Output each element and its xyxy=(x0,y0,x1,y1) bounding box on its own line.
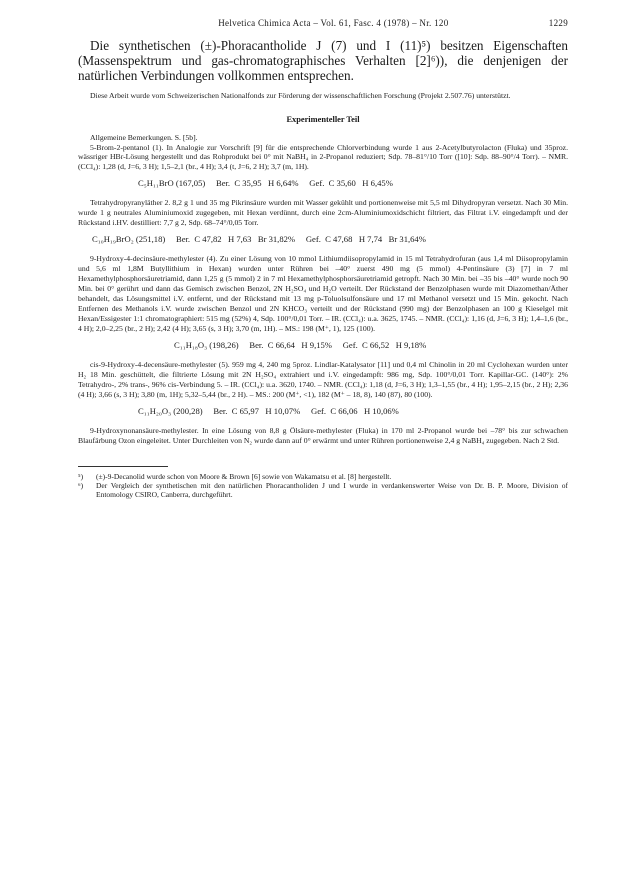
paragraph-hydroxynonanoate: 9-Hydroxynonansäure-methylester. In eine Lösung von 8,8 g Ölsäure-methylester (Fluka) in 170 ml 2-Propanol wurde bei –78° bis zur schwachen Blaufärbung Ozon eingeleitet. Unter Durchleiten von N₂ wurde dann auf 0° erwärmt und unter Rühren portionenweise 2,4 g NaBH₄ zugegeben. Nach 2 Std. xyxy=(78,425,568,445)
footnote-divider xyxy=(78,466,168,467)
intro-paragraph: Die synthetischen (±)-Phoracantholide J (7) und I (11)⁵) besitzen Eigenschaften (Massenspektrum und gas-chromatographisches Verhalten [2]⁶)), die denjenigen der natürlichen Verbindungen vollkommen entsprechen. xyxy=(78,38,568,84)
journal-running-title: Helvetica Chimica Acta – Vol. 61, Fasc. 4 (1978) – Nr. 120 xyxy=(218,18,449,28)
footnote-mark: ⁶) xyxy=(78,480,84,490)
acknowledgement-paragraph: Diese Arbeit wurde vom Schweizerischen Nationalfonds zur Förderung der wissenschaftlichen Forschung (Projekt 2.507.76) unterstützt. xyxy=(90,90,511,100)
footnote-5 xyxy=(78,472,568,481)
footnote-text: (±)-9-Decanolid wurde schon von Moore & Brown [6] sowie von Wakamatsu et al. [8] hergestellt. xyxy=(96,471,392,481)
formula-compound-4: C₁₁H₁₈O₃ (198,26) Ber. C 66,64 H 9,15% Gef. C 66,52 H 9,18% xyxy=(174,339,427,350)
paragraph-compound-1: 5-Brom-2-pentanol (1). In Analogie zur Vorschrift [9] für die entsprechende Chlorverbindung wurde 1 aus 2-Acetylbutyrolacton (Fluka) und 35proz. wässriger HBr-Lösung hergestellt und das Rohprodukt bei 0° mit NaBH₄ in 2-Propanol reduziert; Sdp. 78–81°/10 Torr ([10]: Sdp. 88–90°/4 Torr). – NMR. (CCl₄): 1,28 (d, J=6, 3 H); 1,5–2,1 (br., 4 H); 3,4 (t, J=6, 2 H); 3,7 (m, 1H). xyxy=(78,142,568,172)
footnote-text: Der Vergleich der synthetischen mit den natürlichen Phoracantholiden J und I wurde in verdankenswerter Weise von Dr. B. P. Moore, Division of Entomology CSIRO, Canberra, durchgeführt. xyxy=(96,480,568,500)
footnote-mark: ⁵) xyxy=(78,471,84,481)
section-title: Experimenteller Teil xyxy=(286,114,360,124)
paragraph-compound-5: cis-9-Hydroxy-4-decensäure-methylester (5). 959 mg 4, 240 mg 5proz. Lindlar-Katalysator [11] und 0,4 ml Chinolin in 20 ml Cyclohexan wurden unter H₂ 18 Min. geschüttelt, die filtrierte Lösung mit 2N H₂SO₄ extrahiert und i.V. eingedampft: 986 mg, Sdp. 100°/0,01 Torr. Kapillar-GC. (140°): 2% Tetrahydro-, 2% trans-, 96% cis-Verbindung 5. – IR. (CCl₄): u.a. 3620, 1740. – NMR. (CCl₄): 1,18 (d, J=6, 3 H); 1,3–1,55 (br., 4 H); 1,95–2,15 (br., 2 H); 2,36 (4 H); 3,66 (s, 3 H); 3,80 (m, 1H); 5,32–5,44 (br., 2 H). – MS.: 200 (M⁺, <1), 182 (M⁺ – 18, 8), 140 (87), 80 (100). xyxy=(78,359,568,399)
general-remarks: Allgemeine Bemerkungen. S. [5b]. xyxy=(90,132,198,142)
page-number: 1229 xyxy=(548,18,568,28)
paragraph-compound-2: Tetrahydropyranyläther 2. 8,2 g 1 und 35 mg Pikrinsäure wurden mit Wasser gekühlt und portionenweise mit 5,5 ml Dihydropyran versetzt. Nach 30 Min. wurde 1 g neutrales Aluminiumoxid zugegeben, mit Hexan verdünnt, durch eine 2cm-Aluminiumoxidschicht filtriert, das Filtrat i.V. eingedampft und der Rückstand i.HV. destilliert: 7,7 g 2, Sdp. 68–74°/0,05 Torr. xyxy=(78,198,568,228)
formula-compound-2: C₁₀H₁₉BrO₂ (251,18) Ber. C 47,82 H 7,63 Br 31,82% Gef. C 47,68 H 7,74 Br 31,64% xyxy=(92,234,426,245)
footnote-6 xyxy=(78,481,568,500)
page-header xyxy=(78,18,568,28)
formula-compound-1: C₅H₁₁BrO (167,05) Ber. C 35,95 H 6,64% Gef. C 35,60 H 6,45% xyxy=(138,178,393,189)
paragraph-compound-4: 9-Hydroxy-4-decinsäure-methylester (4). Zu einer Lösung von 10 mmol Lithiumdiisopropylamid in 15 ml Tetrahydrofuran (aus 1,4 ml Diisopropylamin und 5,6 ml 1,8M Butyllithium in Hexan) wurden unter Rühren bei –40° zuerst 490 mg (5 mmol) 4-Pentinsäure (3) [7] in 7 ml Hexamethylphosphorsäuretriamid, dann 1,25 g (5 mmol) 2 in 7 ml Hexamethylphosphorsäuretriamid getropft. Nach 30 Min. bei –35 bis –40° wurde noch 90 Min. bei 0° gerührt und dann das Gemisch zwischen Benzol, 2N H₂SO₄ und H₂O verteilt. Der Rückstand der Benzolphasen wurde mit Diazomethan/Äther behandelt, das Lösungsmittel i.V. entfernt, und der Rückstand mit 13 mg p-Toluolsulfonsäure und 17 ml Methanol versetzt und 15 Min. gekocht. Nach Entfernen des Methanols i.V. wurde zwischen Benzol und 2N KHCO₃ verteilt und der Rückstand (990 mg) der Benzolphasen an 100 g Kieselgel mit Hexan/Essigester 1:1 chromatographiert: 515 mg (52%) 4, Sdp. 100°/0,01 Torr. – IR. (CCl₄): u.a. 3625, 1745. – NMR. (CCl₄): 1,16 (d, J=6, 3 H); 1,4–1,6 (br., 4 H); 2,0–2,25 (br., 2 H); 2,42 (4 H); 3,65 (s, 3 H); 3,70 (m, 1H). – MS.: 198 (M⁺, 1), 125 (100). xyxy=(78,254,568,333)
formula-compound-5: C₁₁H₂₀O₃ (200,28) Ber. C 65,97 H 10,07% Gef. C 66,06 H 10,06% xyxy=(138,405,399,416)
